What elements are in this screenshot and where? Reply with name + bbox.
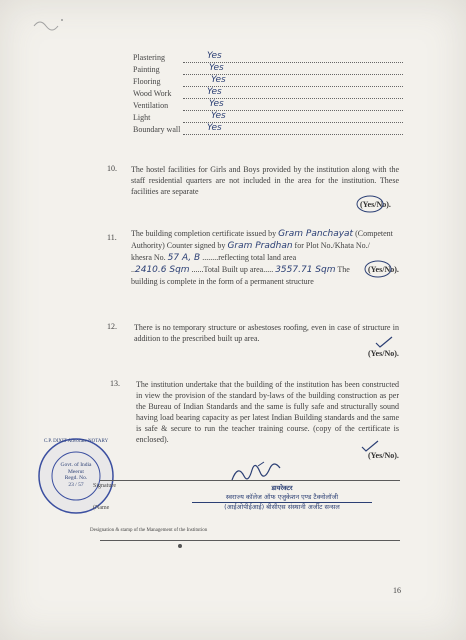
stamp-line: (आईओपीईआई) बीसीएस संस्थानी अर्जीट सन्सल bbox=[224, 503, 340, 511]
yes-no-text: (Yes/No). bbox=[368, 451, 399, 460]
yes-no-text: (Yes/No). bbox=[360, 200, 391, 209]
handwritten-built-area: 3557.71 Sqm bbox=[275, 265, 336, 275]
handwritten-khesra: 57 A, B bbox=[167, 253, 201, 263]
institution-stamp bbox=[192, 484, 372, 512]
item-number: 10. bbox=[107, 164, 117, 173]
seal-line: 23 / 57 bbox=[68, 481, 84, 488]
stamp-line: स्वराज्य कॉलेज ऑफ एजुकेशन एण्ड टैक्नोलॉजी bbox=[192, 493, 372, 503]
yes-no-answer bbox=[368, 265, 399, 274]
item-11-line: building is complete in the form of a permanent structure bbox=[131, 277, 314, 286]
seal-line: Regd. No. bbox=[64, 475, 88, 481]
facility-row bbox=[133, 101, 403, 113]
facility-row bbox=[133, 125, 403, 137]
facility-label: Wood Work bbox=[133, 89, 172, 98]
facility-row bbox=[133, 113, 403, 125]
item-11-line: khesra No. bbox=[131, 253, 166, 262]
facility-dotted-line bbox=[183, 134, 403, 135]
item-11-line: ........reflecting total land area bbox=[202, 253, 297, 262]
tick-mark bbox=[374, 335, 394, 349]
facility-label: Ventilation bbox=[133, 101, 169, 110]
handwritten-signed: Gram Pradhan bbox=[227, 241, 293, 251]
item-11-text: The building completion certificate issued by Gram Panchayat (Competent Authority) Counter signed by Gram Pradhan for Plot No./Khata No./ khesra No. 57 A, B ........reflecting total land area ..2410.6 Sqm ......Total Built up area..... 3557.71 Sqm The building is complete in the form of a permanent structure bbox=[131, 228, 399, 287]
facility-handwritten-value: Yes bbox=[209, 63, 224, 73]
page-number: 16 bbox=[393, 586, 401, 595]
facility-handwritten-value: Yes bbox=[207, 51, 222, 61]
facility-row bbox=[133, 53, 403, 65]
facility-label: Painting bbox=[133, 65, 160, 74]
facility-label: Light bbox=[133, 113, 151, 122]
yes-no-answer bbox=[360, 200, 391, 209]
signature-label: Signature bbox=[93, 483, 116, 489]
facility-row bbox=[133, 89, 403, 101]
item-number: 11. bbox=[107, 233, 117, 242]
name-label: (Name bbox=[93, 505, 110, 511]
handwritten-land-area: 2410.6 Sqm bbox=[135, 265, 190, 275]
item-11-line: The bbox=[337, 265, 350, 274]
item-11-line: for Plot No./Khata No./ bbox=[294, 241, 370, 250]
facility-handwritten-value: Yes bbox=[209, 99, 224, 109]
item-text: There is no temporary structure or asbestoses roofing, even in case of structure in addition to the prescribed built up area. bbox=[134, 323, 399, 343]
facility-handwritten-value: Yes bbox=[207, 87, 222, 97]
item-11-line: ......Total Built up area..... bbox=[191, 265, 274, 274]
facility-row bbox=[133, 65, 403, 77]
item-number: 13. bbox=[110, 379, 120, 388]
facility-row bbox=[133, 77, 403, 89]
notary-seal bbox=[36, 436, 116, 516]
yes-circle-mark bbox=[356, 194, 386, 214]
item-11-line: Authority) Counter signed by bbox=[131, 241, 226, 250]
designation-label: Designation & stamp of the Management of the Institution bbox=[90, 528, 208, 533]
facility-handwritten-value: Yes bbox=[207, 123, 222, 133]
handwritten-authority: Gram Panchayat bbox=[278, 229, 354, 239]
facility-label: Plastering bbox=[133, 53, 165, 62]
yes-circle-mark bbox=[364, 259, 394, 279]
seal-line: Meerut bbox=[68, 468, 84, 475]
item-number: 12. bbox=[107, 322, 117, 331]
item-11-line: (Competent bbox=[355, 229, 393, 238]
yes-no-answer bbox=[368, 451, 399, 460]
scan-mark bbox=[178, 544, 182, 548]
yes-no-text: (Yes/No). bbox=[368, 265, 399, 274]
item-text: The hostel facilities for Girls and Boys provided by the institution along with the staff residential quarters are not included in the area for the institution. These facilities are separate bbox=[131, 165, 399, 196]
facility-label: Boundary wall bbox=[133, 125, 181, 134]
tick-mark bbox=[360, 439, 380, 453]
seal-line: Govt. of India bbox=[60, 462, 92, 468]
yes-no-text: (Yes/No). bbox=[368, 349, 399, 358]
yes-no-answer bbox=[368, 349, 399, 358]
stamp-line: डायरेक्टर bbox=[271, 484, 293, 492]
facility-handwritten-value: Yes bbox=[211, 75, 226, 85]
facility-label: Flooring bbox=[133, 77, 161, 86]
item-11-line: The building completion certificate issued by bbox=[131, 229, 277, 238]
facility-handwritten-value: Yes bbox=[211, 111, 226, 121]
designation-line bbox=[100, 540, 400, 541]
seal-ring-text: C.P. DIXIT Advocate NOTARY bbox=[43, 439, 109, 444]
item-text: The institution undertake that the building of the institution has been constructed in view the provision of the standard by-laws of the building construction as per the Bureau of Indian Standards and the same is fully safe and structurally sound having load bearing capacity as per latest Indian Building standards and the same is safe & secure to run the teacher training course. (copy of the certificate is enclosed). bbox=[136, 380, 399, 444]
scan-smudge bbox=[30, 14, 70, 32]
